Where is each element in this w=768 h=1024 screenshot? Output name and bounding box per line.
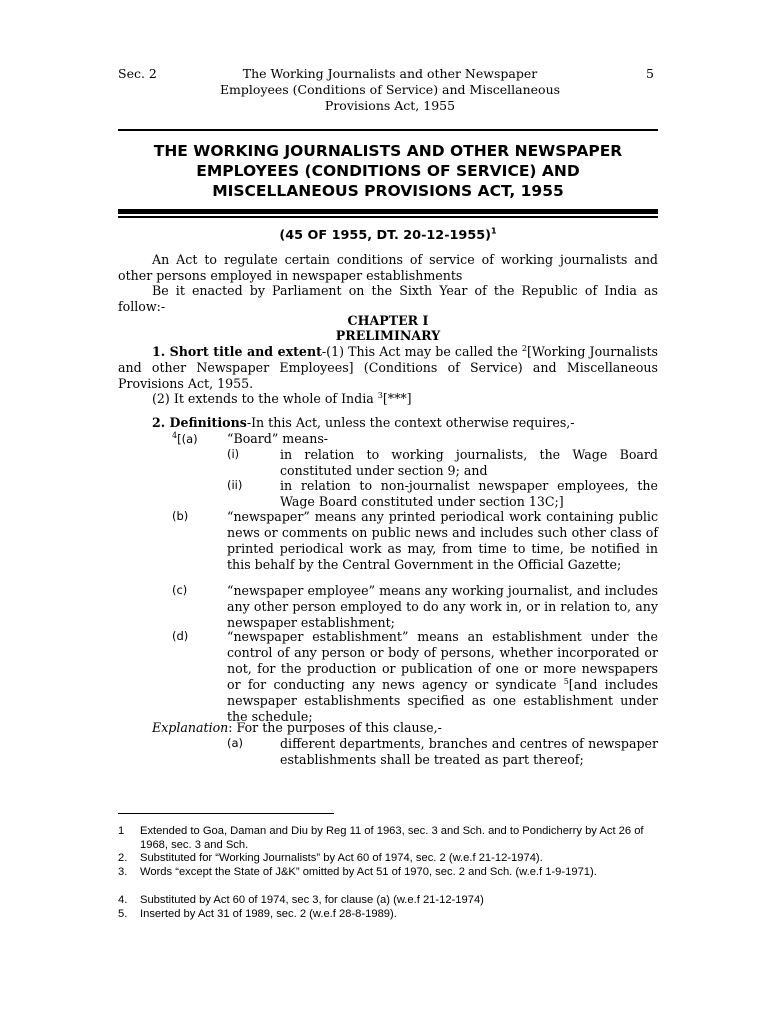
explanation: Explanation: For the purposes of this clause,- [152,720,442,735]
section-1: 1. Short title and extent-(1) This Act may be called the $^2$[Working Journalists and other Newspaper Employees] (Conditions of Service) and Miscellaneous Provisions Act, 1955. [118,343,658,391]
explanation-a-label: (a) [227,736,244,750]
explanation-label: Explanation [152,720,229,735]
clause-a-text: “Board” means- [227,431,329,446]
section-2: 2. Definitions-In this Act, unless the context otherwise requires,- [152,415,575,430]
explanation-a-text: different departments, branches and centres of newspaper establishments shall be treated as part thereof; [280,736,658,767]
clause-a-label: $^4$[(a) [172,430,198,446]
clause-c-label: (c) [172,583,188,597]
act-title-line: MISCELLANEOUS PROVISIONS ACT, 1955 [212,182,564,200]
clause-a-i-text: in relation to working journalists, the Wage Board constituted under section 9; and [280,447,658,478]
title-rule-top [118,129,658,131]
act-title-line: THE WORKING JOURNALISTS AND OTHER NEWSPAPER [153,142,623,160]
preamble-paragraph: An Act to regulate certain conditions of service of working journalists and other persons employed in newspaper establishments [118,252,658,283]
footnote-ref: 4 [172,430,178,440]
clause-d-text: “newspaper establishment” means an establishment under the control of any person or body of persons, whether incorporated or not, for the production or publication of one or more newspapers or for conducting any news agency or syndicate $^5$[and includes newspaper establishments specified as one establishment under the schedule; [227,629,658,724]
clause-a-ii-text: in relation to non-journalist newspaper employees, the Wage Board constituted under section 13C;] [280,478,658,509]
clause-b-text: “newspaper” means any printed periodical work containing public news or comments on public news and includes such other class of printed periodical work as may, from time to time, be notified in this behalf by the Central Government in the Official Gazette; [227,509,658,572]
section-1-subsection-2: (2) It extends to the whole of India $^3$[***] [152,390,412,406]
clause-b-label: (b) [172,509,189,523]
chapter-title: PRELIMINARY [335,328,441,343]
footnote-ref: 1 [490,226,497,236]
chapter-number: CHAPTER I [347,313,429,328]
section-2-heading: 2. Definitions [152,415,247,430]
header-title [200,66,580,114]
footnote-ref: 5 [563,676,569,686]
act-title [118,141,658,201]
act-title-line: EMPLOYEES (CONDITIONS OF SERVICE) AND [196,162,580,180]
page-number: 5 [646,66,654,81]
footnote-ref: 2 [521,343,527,353]
footnote-ref: 3 [377,390,383,400]
header-section: Sec. 2 [118,66,157,81]
enacting-clause: Be it enacted by Parliament on the Sixth Year of the Republic of India as follow:- [118,283,658,314]
title-rule-bottom-thick [118,209,658,214]
header-title-line: Provisions Act, 1955 [324,98,456,113]
section-1-heading: 1. Short title and extent [152,344,322,359]
act-number: (45 OF 1955, DT. 20-12-1955)$^1$ [279,226,497,243]
footnote-rule [118,813,334,814]
clause-c-text: “newspaper employee” means any working journalist, and includes any other person employed to do any work in, or in relation to, any newspaper establishment; [227,583,658,630]
document-page: Sec. 2 The Working Journalists and other Newspaper Employees (Conditions of Service) and Miscellaneous Provisions Act, 1955 5 THE WORKING JOURNALISTS AND OTHER NEWSPAPER EMPLOYEES (CONDITIONS OF SERVICE) AND MISCELLANEOUS PROVISIONS ACT, 1955 (45 OF 1955, DT. 20-12-1955)$^1$ An Act to regulate certain conditions of service of working journalists and other persons employed in newspaper establishments Be it enacted by Parliament on the Sixth Year of the Republic of India as follow:- CHAPTER I PRELIMINARY 1. Short title and extent-(1) This Act may be called the $^2$[Working Journalists and other Newspaper Employees] (Conditions of Service) and Miscellaneous Provisions Act, 1955. (2) It extends to the whole of India $^3$[***] 2. Definitions-In this Act, unless the context otherwise requires,- $^4$[(a) “Board” means- (i) in relation to working journalists, the Wage Board constituted under section 9; and (ii) in relation to non-journalist newspaper employees, the Wage Board constituted under section 13C;] (b) “newspaper” means any printed periodical work containing public news or comments on public news and includes such other class of printed periodical work as may, from time to time, be notified in this behalf by the Central Government in the Official Gazette; (c) “newspaper employee” means any working journalist, and includes any other person employed to do any work in, or in relation to, any newspaper establishment; (d) “newspaper establishment” means an establishment under the control of any person or body of persons, whether incorporated or not, for the production or publication of one or more newspapers or for conducting any news agency or syndicate $^5$[and includes newspaper establishments specified as one establishment under the schedule; Explanation: For the purposes of this clause,- (a) different departments, branches and centres of newspaper establishments shall be treated as part thereof; 1 Extended to Goa, Daman and Diu by Reg 11 of 1963, sec. 3 and Sch. and to Pondicherry by Act 26 of 1968, sec. 3 and Sch. 2. Substituted for “Working Journalists” by Act 60 of 1974, sec. 2 (w.e.f 21-12-1974). 3. Words “except the State of J&K” omitted by Act 51 of 1970, sec. 2 and Sch. (w.e.f 1-9-1971). 4. Substituted by Act 60 of 1974, sec 3, for clause (a) (w.e.f 21-12-1974) 5. Inserted by Act 31 of 1989, sec. 2 (w.e.f 28-8-1989). [118,66,658,920]
clause-a-ii-label: (ii) [227,478,243,492]
header-title-line: The Working Journalists and other Newspaper [242,66,538,81]
header-title-line: Employees (Conditions of Service) and Miscellaneous [219,82,561,97]
clause-a-i-label: (i) [227,447,240,461]
title-rule-bottom-thin [118,216,658,218]
clause-d-label: (d) [172,629,189,643]
